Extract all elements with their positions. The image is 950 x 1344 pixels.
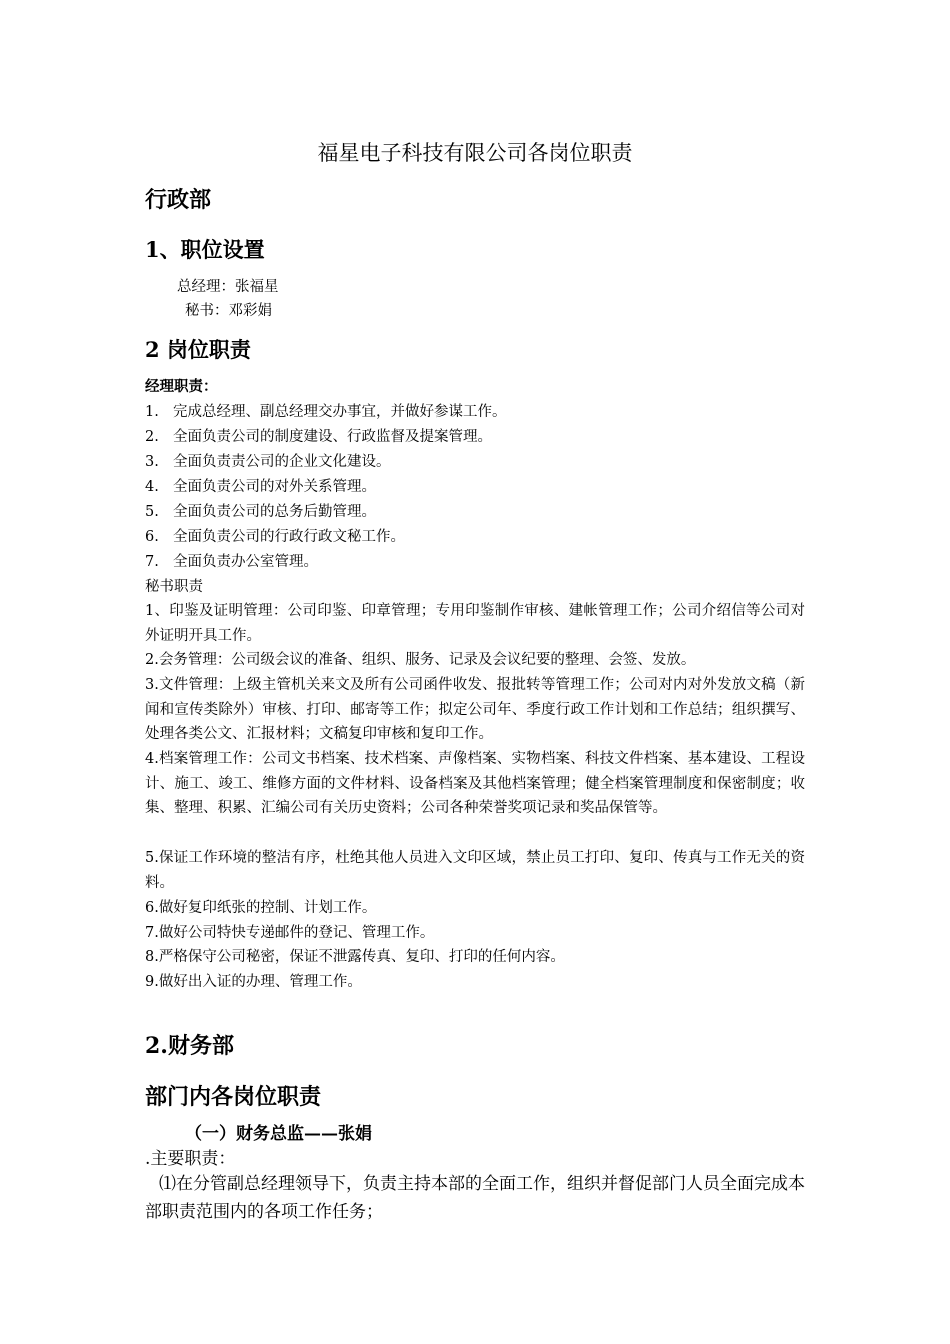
document-title: 福星电子科技有限公司各岗位职责	[317, 141, 633, 165]
secretary-duty-paragraph: 5.保证工作环境的整洁有序，杜绝其他人员进入文印区域，禁止员工打印、复印、传真与工作无关的资料。	[145, 850, 805, 891]
secretary-duties-heading: 秘书职责	[145, 579, 203, 595]
secretary-duty-paragraph: 4.档案管理工作：公司文书档案、技术档案、声像档案、实物档案、科技文件档案、基本建设、工程设计、施工、竣工、维修方面的文件材料、设备档案及其他档案管理；健全档案管理制度和保密制度；收集、整理、积累、汇编公司有关历史资料；公司各种荣誉奖项记录和奖品保管等。	[145, 751, 805, 817]
list-item-number: 3.	[145, 454, 159, 470]
list-item-text: 完成总经理、副总经理交办事宜，并做好参谋工作。	[173, 404, 507, 420]
position-secretary: 秘书：邓彩娟	[185, 303, 272, 319]
secretary-duty-paragraph: 7.做好公司特快专递邮件的登记、管理工作。	[145, 925, 435, 941]
secretary-duty-paragraph: 8.严格保守公司秘密，保证不泄露传真、复印、打印的任何内容。	[145, 949, 565, 965]
section-heading-positions: 1、职位设置	[145, 237, 265, 262]
list-item-number: 2.	[145, 429, 159, 445]
dept-heading-admin: 行政部	[145, 187, 212, 213]
secretary-duty-paragraph: 9.做好出入证的办理、管理工作。	[145, 974, 362, 990]
list-item	[145, 550, 318, 574]
manager-duties-heading: 经理职责：	[145, 378, 218, 395]
list-item	[145, 400, 507, 424]
list-item	[145, 500, 376, 524]
list-item	[145, 475, 376, 499]
finance-duty-paragraph: ⑴在分管副总经理领导下，负责主持本部的全面工作，组织并督促部门人员全面完成本部职责范围内的各项工作任务；	[145, 1174, 805, 1222]
secretary-duty-paragraph: 2.会务管理：公司级会议的准备、组织、服务、记录及会议纪要的整理、会签、发放。	[145, 652, 696, 668]
list-item-number: 6.	[145, 529, 159, 545]
list-item-number: 7.	[145, 554, 159, 570]
main-duties-label: .主要职责：	[145, 1149, 236, 1169]
position-general-manager: 总经理：张福星	[177, 279, 279, 295]
list-item-text: 全面负责公司的总务后勤管理。	[173, 504, 376, 520]
list-item	[145, 450, 391, 474]
secretary-duty-paragraph: 6.做好复印纸张的控制、计划工作。	[145, 900, 377, 916]
list-item-text: 全面负责公司的对外关系管理。	[173, 479, 376, 495]
list-item-number: 5.	[145, 504, 159, 520]
list-item	[145, 425, 492, 449]
finance-subheading: 部门内各岗位职责	[145, 1084, 322, 1110]
list-item-text: 全面负责责公司的企业文化建设。	[173, 454, 391, 470]
list-item-number: 1.	[145, 404, 159, 420]
list-item	[145, 525, 405, 549]
secretary-duty-paragraph: 3.文件管理：上级主管机关来文及所有公司函件收发、报批转等管理工作；公司对内对外发放文稿（新闻和宣传类除外）审核、打印、邮寄等工作；拟定公司年、季度行政工作计划和工作总结；组织撰写、处理各类公文、汇报材料；文稿复印审核和复印工作。	[145, 677, 805, 743]
secretary-duty-paragraph: 1、印鉴及证明管理：公司印鉴、印章管理；专用印鉴制作审核、建帐管理工作；公司介绍信等公司对外证明开具工作。	[145, 603, 805, 644]
list-item-text: 全面负责公司的制度建设、行政监督及提案管理。	[173, 429, 492, 445]
dept-heading-finance: 2.财务部	[145, 1033, 234, 1059]
section-heading-duties: 2 岗位职责	[145, 337, 251, 362]
list-item-number: 4.	[145, 479, 159, 495]
list-item-text: 全面负责公司的行政行政文秘工作。	[173, 529, 405, 545]
list-item-text: 全面负责办公室管理。	[173, 554, 318, 570]
cfo-heading: （一）财务总监——张娟	[185, 1124, 372, 1144]
